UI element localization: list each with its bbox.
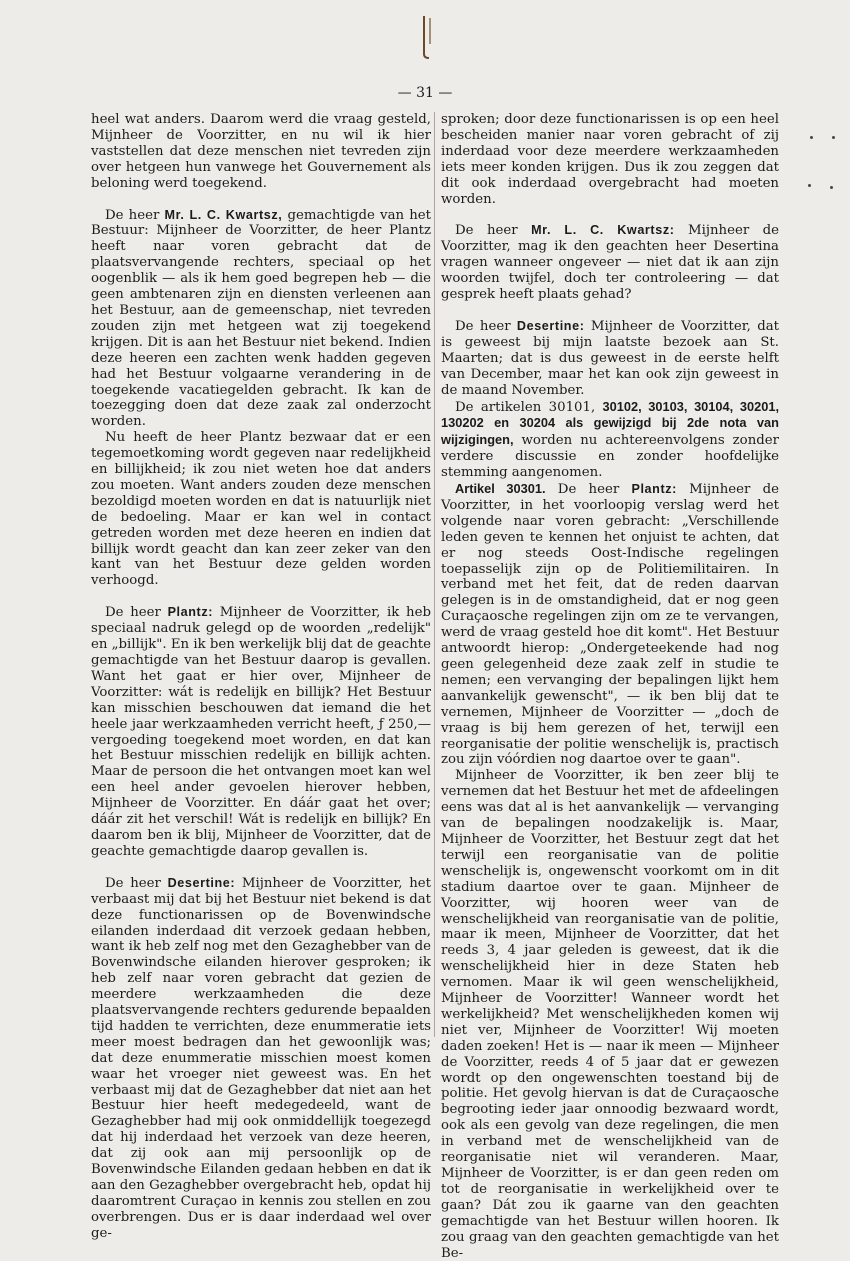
paragraph: [441, 768, 779, 1261]
paragraph-text: De heer: [455, 318, 517, 334]
paragraph: [91, 430, 431, 589]
paragraph: [441, 223, 779, 303]
paragraph-text: Mijnheer de Voorzitter, ik heb speciaal nadruk gelegd op de woorden „redelijk" en „billijk". En ik ben werkelijk blij dat de geachte gemachtigde van het Bestuur daarop is gevallen. Want het gaat er hier over, Mijnheer de Voorzitter: wát is redelijk en billijk? Het Bestuur kan misschien beschouwen dat iemand die het heele jaar werkzaamheden verricht heeft, ƒ 250,— vergoeding toegekend moet worden, en dat kan het Bestuur misschien redelijk en billijk achten. Maar de persoon die het ontvangen moet kan wel een heel ander gevoelen hierover hebben, Mijnheer de Voorzitter. En dáár gaat het over; dáár zit het verschil! Wát is redelijk en billijk? En daarom ben ik blij, Mijnheer de Voorzitter, dat de geachte gemachtigde daarop gevallen is.: [91, 605, 431, 859]
paragraph-text: De heer: [105, 875, 168, 891]
paragraph: [441, 319, 779, 399]
paragraph-text: De heer: [105, 207, 165, 223]
speaker-name: Plantz:: [631, 482, 677, 497]
paragraph: [441, 399, 779, 482]
paragraph-text: Nu heeft de heer Plantz bezwaar dat er een tegemoetkoming wordt gegeven naar redelijkheid en billijkheid; ik zou niet weten hoe dat anders zou moeten. Want anders zouden deze menschen bezoldigd moeten worden en dat is natuurlijk niet de bedoeling. Maar er kan wel in contact getreden worden met deze heeren en indien dat billijk wordt geacht dan kan zeer zeker van den kant van het Bestuur deze gelden worden verhoogd.: [91, 430, 431, 589]
speaker-name: Mr. L. C. Kwartsz:: [531, 223, 675, 238]
paragraph: [91, 208, 431, 431]
speaker-name: Mr. L. C. Kwartsz,: [164, 207, 283, 222]
paragraph: [91, 112, 431, 192]
margin-dot: [808, 184, 811, 187]
paragraph: [91, 605, 431, 860]
paragraph-text: Mijnheer de Voorzitter, ik ben zeer blij te vernemen dat het Bestuur het met de afdeelingen eens was dat al is het aanvankelijk — vervanging van de bepalingen noodzakelijk is. Maar, Mijnheer de Voorzitter, het Bestuur zegt dat het terwijl een reorganisatie van de politie wenschelijk is, ongewenscht voorkomt om in dit stadium daartoe over te gaan. Mijnheer de Voorzitter, wij hooren weer van de wenschelijkheid van reorganisatie van de politie, maar ik meen, Mijnheer de Voorzitter, dat het reeds 3, 4 jaar geleden is geweest, dat ik die wenschelijkheid hier in deze Staten heb vernomen. Maar ik wil geen wenschelijkheid, Mijnheer de Voorzitter! Wanneer wordt het werkelijkheid? Met wenschelijkheden komen wij niet ver, Mijnheer de Voorzitter! Wij moeten daden zoeken! Het is — naar ik meen — Mijnheer de Voorzitter, reeds 4 of 5 jaar dat er gewezen wordt op den ongewenschten toestand bij de politie. Het gevolg hiervan is dat de Curaçaosche begrooting ieder jaar onnoodig bezwaard wordt, ook als een gevolg van deze regelingen, die men in verband met de wenschelijkheid van de reorganisatie niet wil veranderen. Maar, Mijnheer de Voorzitter, is er dan geen reden om tot de reorganisatie in werkelijkheid over te gaan? Dát zou ik gaarne van den geachten gemachtigde van het Bestuur willen hooren. Ik zou graag van den geachten gemachtigde van het Be-: [441, 768, 779, 1261]
paragraph-text: Mijnheer de Voorzitter, in het voorloopig verslag werd het volgende naar voren gebracht: „Verschillende leden geven te kennen het onjuist te achten, dat er nog steeds Oost-Indische regelingen toepasselijk zijn op de Politiemilitairen. In verband met het feit, dat de reden daarvan gelegen is in de omstandigheid, dat er nog geen Curaçaosche regelingen zijn om ze te vervangen, werd de vraag gesteld hoe dit komt". Het Bestuur antwoordt hierop: „Ondergeteekende had nog geen gelegenheid deze zaak zelf in studie te nemen; een vervanging der bepalingen lijkt hem aanvankelijk gewenscht", — ik ben blij dat te vernemen, Mijnheer de Voorzitter — „doch de vraag is bij hem gerezen of het, terwijl een reorganisatie der politie wenschelijk is, practisch zou zijn vóórdien nog daartoe over te gaan".: [441, 482, 780, 768]
page-number: — 31 —: [397, 85, 453, 101]
right-column: [441, 112, 779, 1261]
paragraph: [91, 876, 431, 1242]
margin-dot: [810, 136, 813, 139]
paragraph-text: heel wat anders. Daarom werd die vraag gesteld, Mijnheer de Voorzitter, en nu wil ik hier vaststellen dat deze menschen niet tevreden zijn over hetgeen hun vanwege het Gouvernement als beloning werd toegekend.: [91, 112, 431, 191]
left-column: [91, 112, 431, 1242]
paragraph-text: De heer: [455, 223, 532, 239]
speaker-name: Desertine:: [167, 875, 236, 890]
paragraph-text: Mijnheer de Voorzitter, mag ik den geachten heer Desertina vragen wanneer ongeveer — niet dat ik aan zijn woorden twijfel, doch ter controleering — dat gesprek heeft plaats gehad?: [441, 223, 779, 303]
column-divider: [434, 112, 435, 1037]
paragraph-text: De heer: [105, 605, 168, 621]
paragraph: [441, 481, 779, 768]
margin-dot: [830, 186, 833, 189]
speaker-name: Desertine:: [516, 318, 585, 333]
paragraph-text: Mijnheer de Voorzitter, het verbaast mij dat bij het Bestuur niet bekend is dat deze functionarissen op de Bovenwindsche eilanden inderdaad dit verzoek gedaan hebben, want ik heb zelf nog met den Gezaghebber van de Bovenwindsche eilanden hierover gesproken; ik heb zelf naar voren gebracht dat gezien de meerdere werkzaamheden die deze plaatsvervangende rechters gedurende bepaalden tijd hadden te verrichten, deze enummeratie iets meer moest bedragen dan het gewoonlijk was; dat deze enummeratie misschien moest komen waar het vroeger niet geweest was. En het verbaast mij dat de Gezaghebber dat niet aan het Bestuur hier heeft medegedeeld, want de Gezaghebber had mij ook onmiddellijk toegezegd dat hij inderdaad het verzoek van deze heeren, dat zij ook aan mij persoonlijk op de Bovenwindsche Eilanden gedaan hebben en dat ik aan den Gezaghebber overgebracht heb, opdat hij daaromtrent Curaçao in kennis zou stellen en zou overbrengen. Dus er is daar inderdaad wel over ge-: [91, 875, 431, 1241]
binding-mark: [420, 14, 434, 60]
paragraph-text: worden nu achtereenvolgens zonder verdere discussie en zonder hoofdelijke stemming aangenomen.: [441, 433, 779, 481]
margin-dot: [832, 136, 835, 139]
bold-text: Artikel 30301.: [455, 481, 546, 497]
paragraph-text: De artikelen 30101,: [455, 399, 603, 415]
paragraph-text: De heer: [545, 482, 632, 498]
paragraph-text: Mijnheer de Voorzitter, dat is geweest bij mijn laatste bezoek aan St. Maarten; dat is dus geweest in de eerste helft van December, maar het kan ook zijn geweest in de maand November.: [441, 318, 779, 398]
bold-text: 30102, 30103, 30104, 30201, 130202 en 30204 als gewijzigd bij 2de nota van wijzigingen,: [441, 398, 779, 448]
paragraph-text: sproken; door deze functionarissen is op een heel bescheiden manier naar voren gebracht of zij inderdaad voor deze meerdere werkzaamheden iets meer konden krijgen. Dus ik zou zeggen dat dit ook inderdaad overgebracht had moeten worden.: [441, 112, 779, 207]
paragraph-text: gemachtigde van het Bestuur: Mijnheer de Voorzitter, de heer Plantz heeft naar voren gebracht dat de plaatsvervangende rechters, speciaal op het oogenblik — als ik hem goed begrepen heb — die geen ambtenaren zijn en diensten verleenen aan het Bestuur, aan de gemeenschap, niet tevreden zouden zijn met hetgeen wat zij toegekend krijgen. Dit is aan het Bestuur niet bekend. Indien deze heeren een zachten wenk hadden gegeven had het Bestuur volgaarne verandering in de toegekende vacatiegelden gebracht. Ik kan de toezegging doen dat deze zaak zal onderzocht worden.: [91, 207, 431, 430]
speaker-name: Plantz:: [167, 605, 214, 620]
paragraph: [441, 112, 779, 207]
